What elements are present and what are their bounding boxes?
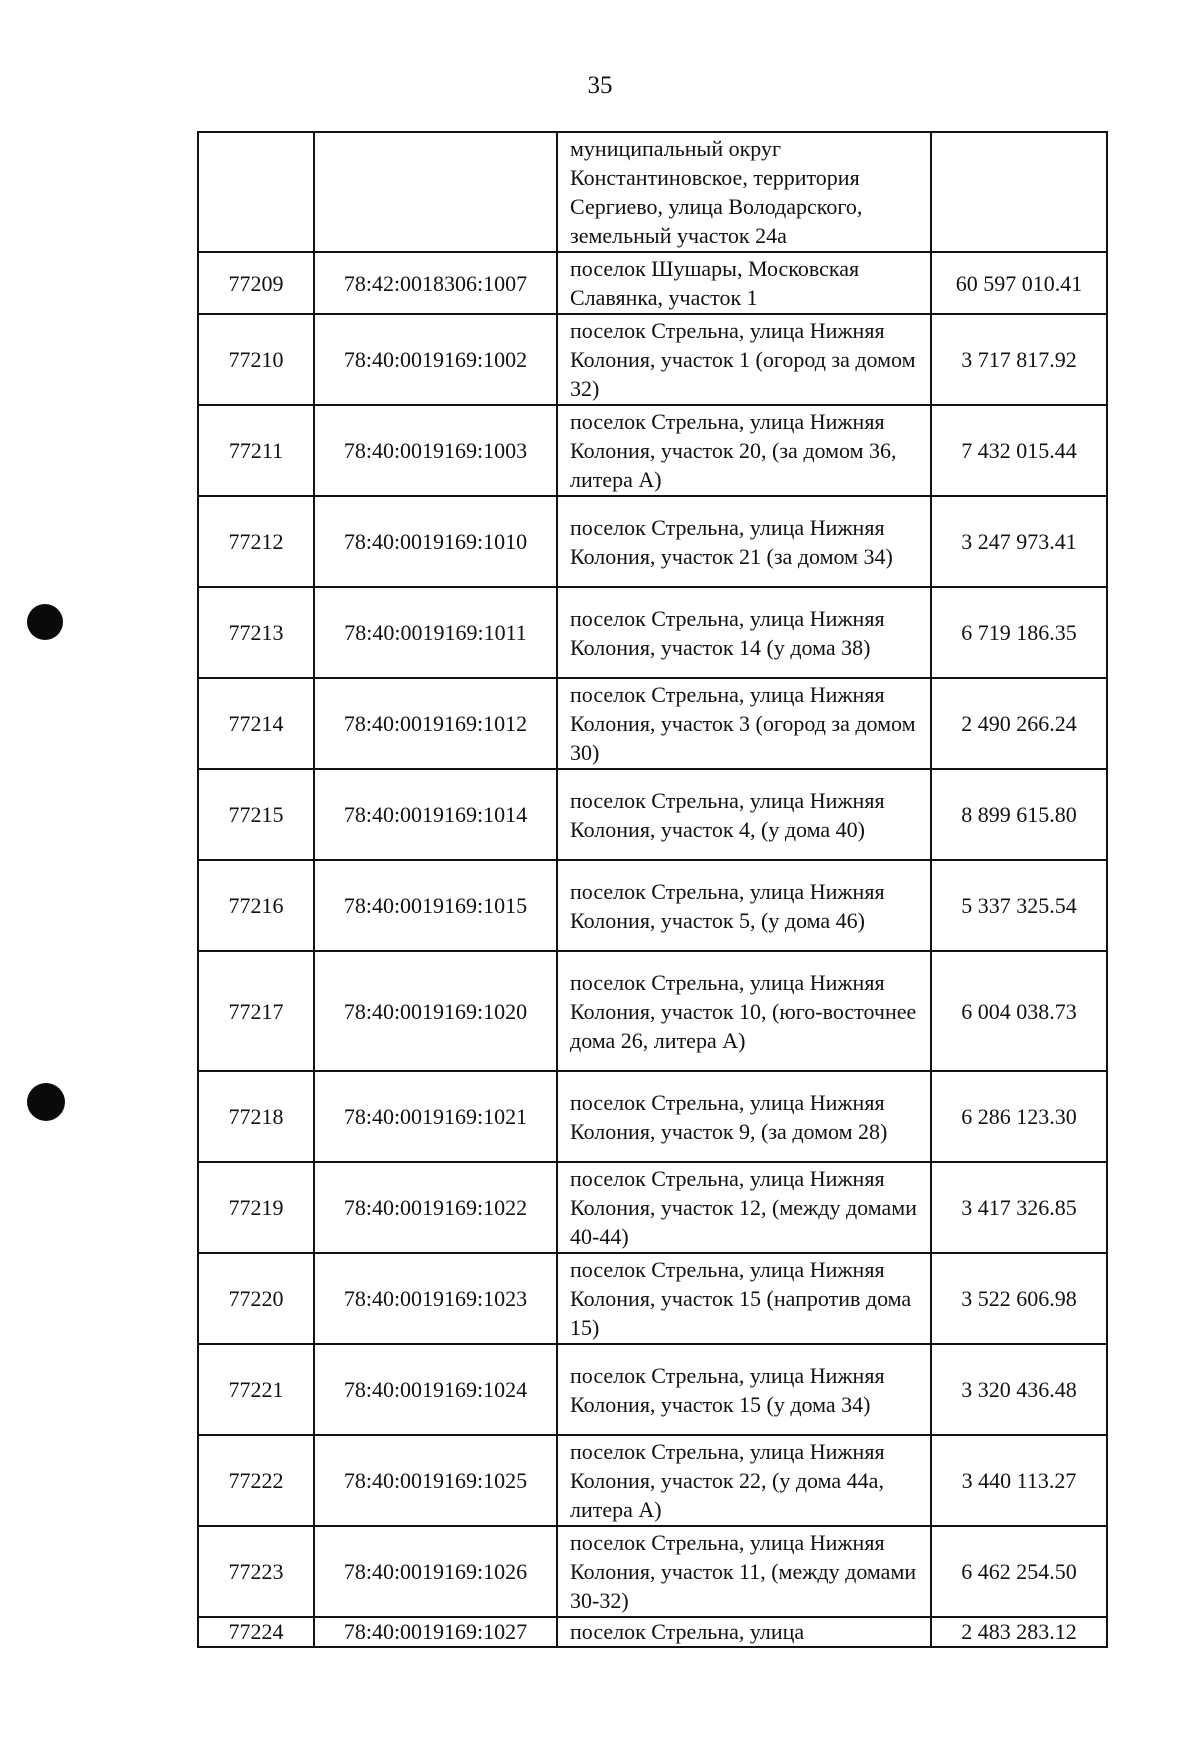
punch-hole-mark [27,604,63,640]
row-number-cell: 77218 [198,1071,314,1162]
address-text: поселок Стрельна, улица Нижняя Колония, участок 5, (у дома 46) [570,878,885,933]
address-cell [557,1435,931,1526]
row-number-cell: 77212 [198,496,314,587]
table-row [198,951,1107,1071]
row-number-cell: 77222 [198,1435,314,1526]
cadastral-number-cell: 78:40:0019169:1021 [314,1071,557,1162]
address-text: поселок Стрельна, улица Нижняя Колония, участок 3 (огород за домом 30) [570,682,916,765]
value-cell: 6 004 038.73 [931,951,1107,1071]
value-cell: 5 337 325.54 [931,860,1107,951]
table-row [198,405,1107,496]
cadastral-number-cell: 78:40:0019169:1015 [314,860,557,951]
cadastral-number-cell: 78:40:0019169:1024 [314,1344,557,1435]
address-text: поселок Стрельна, улица Нижняя Колония, участок 21 (за домом 34) [570,514,893,569]
address-cell [557,1071,931,1162]
address-cell [557,496,931,587]
address-text: поселок Стрельна, улица Нижняя Колония, участок 1 (огород за домом 32) [570,318,916,401]
address-text: поселок Стрельна, улица Нижняя Колония, участок 15 (у дома 34) [570,1362,885,1417]
address-text: поселок Шушары, Московская Славянка, участок 1 [570,256,860,310]
value-cell: 7 432 015.44 [931,405,1107,496]
row-number-cell: 77221 [198,1344,314,1435]
address-text: поселок Стрельна, улица Нижняя Колония, участок 12, (между домами 40-44) [570,1166,917,1249]
cadastral-number-cell: 78:40:0019169:1025 [314,1435,557,1526]
address-text: поселок Стрельна, улица [570,1619,805,1644]
cadastral-number-cell: 78:40:0019169:1012 [314,678,557,769]
address-text: поселок Стрельна, улица Нижняя Колония, участок 22, (у дома 44а, литера А) [570,1439,885,1522]
value-cell: 3 440 113.27 [931,1435,1107,1526]
row-number-cell: 77220 [198,1253,314,1344]
land-plot-table [197,131,1108,1648]
value-cell: 2 490 266.24 [931,678,1107,769]
address-cell [557,860,931,951]
table-row [198,1253,1107,1344]
cadastral-number-cell: 78:40:0019169:1023 [314,1253,557,1344]
value-cell: 3 247 973.41 [931,496,1107,587]
address-cell [557,1344,931,1435]
address-text: поселок Стрельна, улица Нижняя Колония, участок 11, (между домами 30-32) [570,1530,917,1613]
address-cell [557,951,931,1071]
cadastral-number-cell: 78:40:0019169:1014 [314,769,557,860]
value-cell: 60 597 010.41 [931,252,1107,314]
address-cell [557,1526,931,1617]
address-cell [557,678,931,769]
row-number-cell: 77224 [198,1617,314,1647]
address-text: поселок Стрельна, улица Нижняя Колония, участок 4, (у дома 40) [570,787,885,842]
row-number-cell [198,132,314,252]
table-row [198,1162,1107,1253]
address-cell [557,769,931,860]
row-number-cell: 77217 [198,951,314,1071]
value-cell: 2 483 283.12 [931,1617,1107,1647]
table-row [198,1526,1107,1617]
value-cell: 6 286 123.30 [931,1071,1107,1162]
address-cell [557,314,931,405]
value-cell: 3 320 436.48 [931,1344,1107,1435]
row-number-cell: 77223 [198,1526,314,1617]
table-row [198,314,1107,405]
page-number: 35 [587,72,613,99]
value-cell: 3 717 817.92 [931,314,1107,405]
table-row [198,769,1107,860]
row-number-cell: 77214 [198,678,314,769]
table-row [198,587,1107,678]
address-text: поселок Стрельна, улица Нижняя Колония, участок 10, (юго-восточнее дома 26, литера А) [570,969,917,1053]
punch-hole-mark [27,1083,65,1121]
value-cell: 6 719 186.35 [931,587,1107,678]
table-row [198,1617,1107,1647]
cadastral-number-cell: 78:40:0019169:1010 [314,496,557,587]
table-row [198,1344,1107,1435]
cadastral-number-cell: 78:40:0019169:1026 [314,1526,557,1617]
address-text: поселок Стрельна, улица Нижняя Колония, участок 14 (у дома 38) [570,605,885,660]
value-cell [931,132,1107,252]
address-cell [557,587,931,678]
row-number-cell: 77211 [198,405,314,496]
table-row [198,1435,1107,1526]
row-number-cell: 77215 [198,769,314,860]
table-row [198,860,1107,951]
value-cell: 6 462 254.50 [931,1526,1107,1617]
address-text: поселок Стрельна, улица Нижняя Колония, участок 9, (за домом 28) [570,1089,888,1144]
table-row [198,1071,1107,1162]
row-number-cell: 77213 [198,587,314,678]
cadastral-number-cell: 78:40:0019169:1003 [314,405,557,496]
table-row [198,132,1107,252]
row-number-cell: 77219 [198,1162,314,1253]
value-cell: 8 899 615.80 [931,769,1107,860]
cadastral-number-cell: 78:40:0019169:1020 [314,951,557,1071]
cadastral-number-cell: 78:40:0019169:1022 [314,1162,557,1253]
value-cell: 3 522 606.98 [931,1253,1107,1344]
cadastral-number-cell: 78:40:0019169:1011 [314,587,557,678]
address-cell [557,132,931,252]
row-number-cell: 77209 [198,252,314,314]
address-cell [557,1617,931,1647]
address-text: поселок Стрельна, улица Нижняя Колония, участок 15 (напротив дома 15) [570,1257,912,1340]
cadastral-number-cell: 78:40:0019169:1002 [314,314,557,405]
address-cell [557,1253,931,1344]
table-row [198,678,1107,769]
address-cell [557,1162,931,1253]
cadastral-number-cell: 78:42:0018306:1007 [314,252,557,314]
address-cell [557,405,931,496]
address-cell [557,252,931,314]
cadastral-number-cell [314,132,557,252]
row-number-cell: 77210 [198,314,314,405]
address-text: поселок Стрельна, улица Нижняя Колония, участок 20, (за домом 36, литера А) [570,409,897,492]
table-row [198,496,1107,587]
cadastral-number-cell: 78:40:0019169:1027 [314,1617,557,1647]
row-number-cell: 77216 [198,860,314,951]
value-cell: 3 417 326.85 [931,1162,1107,1253]
table-row [198,252,1107,314]
address-text: муниципальный округ Константиновское, территория Сергиево, улица Володарского, земельный участок 24а [570,136,863,248]
